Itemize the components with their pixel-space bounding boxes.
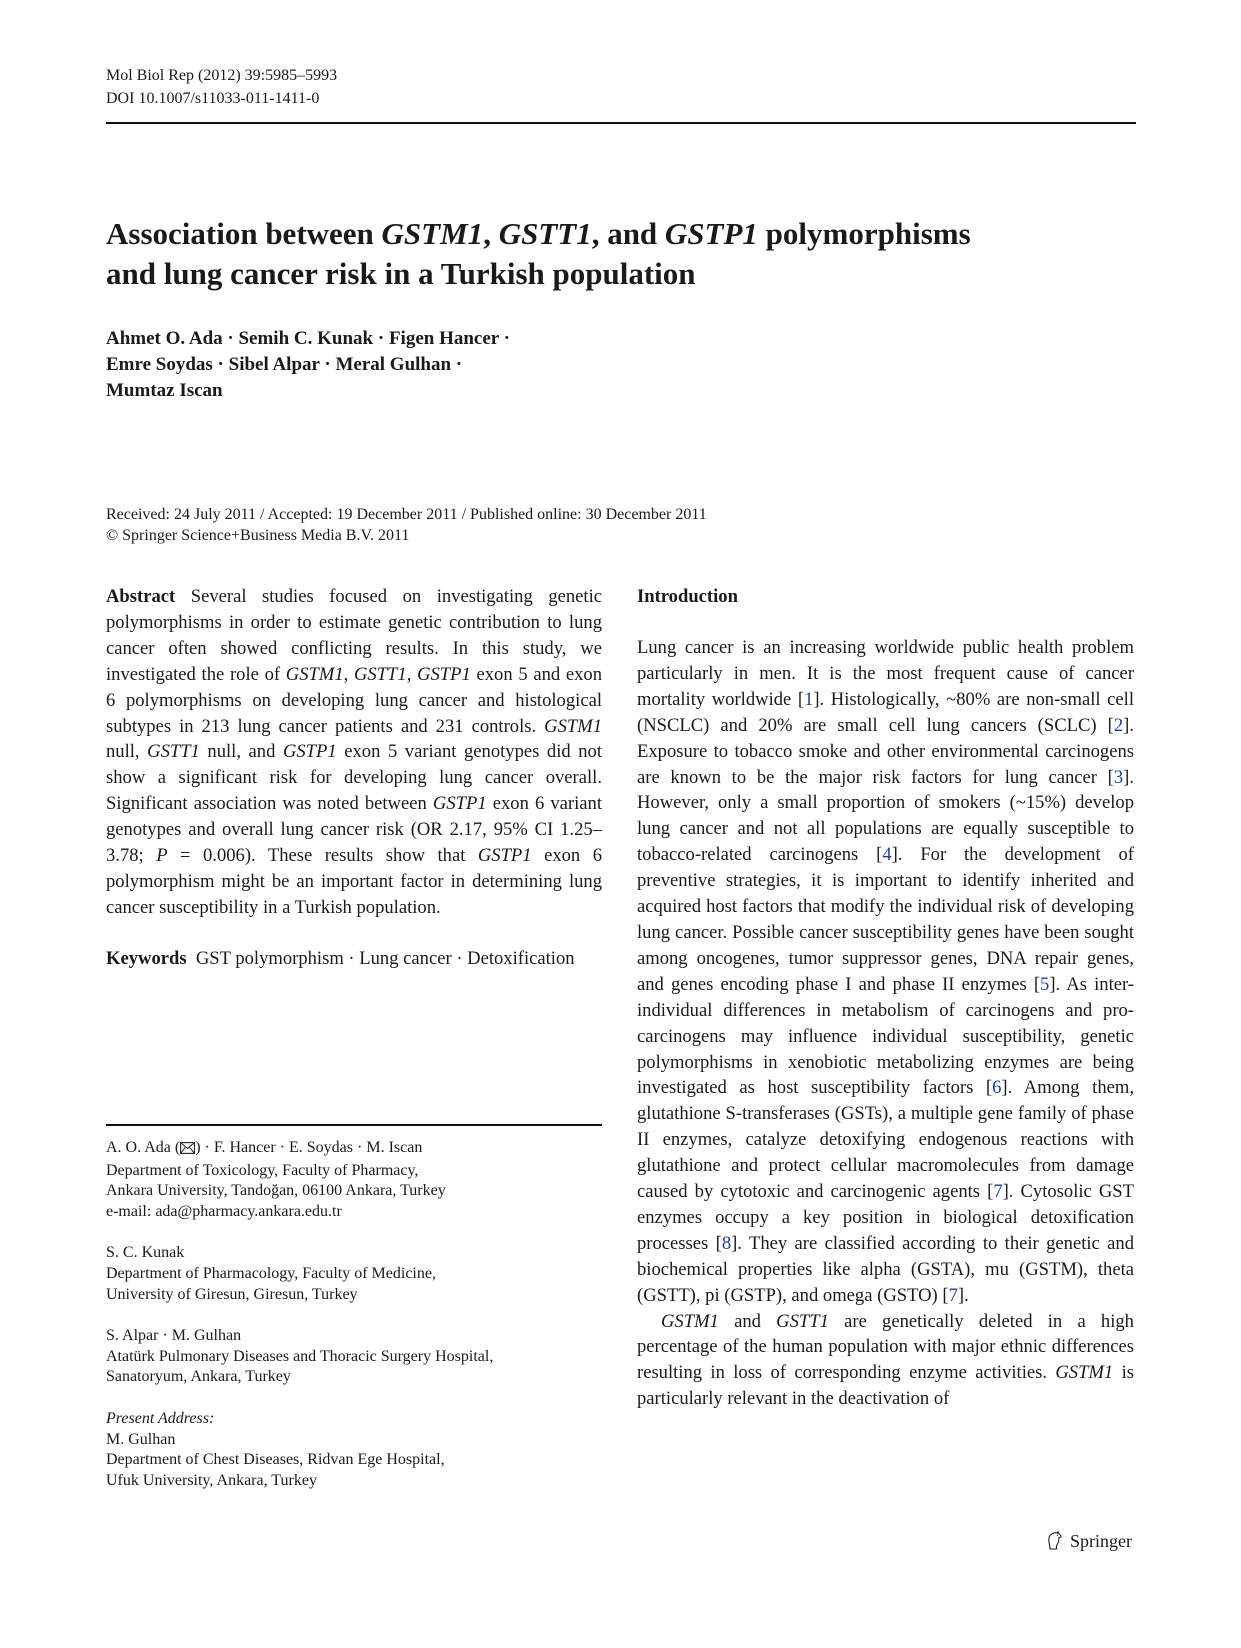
author-list: Ahmet O. Ada · Semih C. Kunak · Figen Hancer · Emre Soydas · Sibel Alpar · Meral Gulhan · Mumtaz Iscan (106, 328, 510, 401)
journal-citation: Mol Biol Rep (2012) 39:5985–5993 (106, 67, 338, 84)
header-rule (106, 122, 1136, 124)
keywords-heading: Keywords (106, 947, 187, 969)
doi: DOI 10.1007/s11033-011-1411-0 (106, 90, 320, 107)
citation-link[interactable]: 5 (1040, 973, 1050, 995)
publisher-logo (1046, 1530, 1132, 1552)
introduction-paragraph-2: GSTM1 and GSTT1 are genetically deleted in a high percentage of the human population with major ethnic differences resulting in loss of corresponding enzyme activities. GSTM1 is particularly relevant in the deactivation of (637, 1310, 1134, 1410)
copyright: © Springer Science+Business Media B.V. 2011 (106, 527, 410, 544)
citation-link[interactable]: 8 (721, 1232, 732, 1254)
springer-horse-icon (1046, 1531, 1064, 1551)
citation-link[interactable]: 6 (992, 1077, 1002, 1099)
journal-header (106, 64, 337, 110)
corresponding-email[interactable]: e-mail: ada@pharmacy.ankara.edu.tr (106, 1202, 342, 1220)
affiliations (106, 1138, 606, 1512)
article-title: Association between GSTM1, GSTT1, and GSTP1 polymorphisms and lung cancer risk in a Turkish population (106, 216, 971, 291)
abstract: Abstract Several studies focused on investigating genetic polymorphisms in order to estimate genetic contribution to lung cancer often showed conflicting results. In this study, we investigated the role of GSTM1, GSTT1, GSTP1 exon 5 and exon 6 polymorphisms on developing lung cancer and histological subtypes in 213 lung cancer patients and 231 controls. GSTM1 null, GSTT1 null, and GSTP1 exon 5 variant genotypes did not show a significant risk for developing lung cancer overall. Significant association was noted between GSTP1 exon 6 variant genotypes and overall lung cancer risk (OR 2.17, 95% CI 1.25–3.78; P = 0.006). These results show that GSTP1 exon 6 polymorphism might be an important factor in determining lung cancer susceptibility in a Turkish population. (106, 586, 603, 918)
introduction-heading: Introduction (637, 586, 738, 607)
present-address: Present Address: M. Gulhan Department of Chest Diseases, Ridvan Ege Hospital, Ufuk University, Ankara, Turkey (106, 1409, 445, 1489)
affiliation-2: S. C. Kunak Department of Pharmacology, Faculty of Medicine, University of Giresun, Giresun, Turkey (106, 1244, 436, 1303)
abstract-heading: Abstract (106, 586, 176, 607)
publication-dates: Received: 24 July 2011 / Accepted: 19 December 2011 / Published online: 30 December 2011 © Springer Science+Business Media B.V. 2011 (106, 506, 707, 544)
left-column (106, 584, 602, 972)
footnote-rule (106, 1124, 602, 1126)
citation-link[interactable]: 7 (948, 1284, 958, 1306)
citation-link[interactable]: 4 (882, 844, 892, 866)
keywords: Keywords GST polymorphism · Lung cancer · Detoxification (106, 947, 575, 969)
citation-link[interactable]: 1 (804, 688, 814, 710)
envelope-icon (180, 1140, 195, 1161)
title-line-2: and lung cancer risk in a Turkish population (106, 256, 696, 291)
citation-link[interactable]: 2 (1113, 714, 1124, 736)
affiliation-1: A. O. Ada ( ) · F. Hancer · E. Soydas · M. Iscan Department of Toxicology, Faculty of Pharmacy, Ankara University, Tandoğan, 06100 Ankara, Turkey e-mail: ada@pharmacy.ankara.edu.tr (106, 1138, 606, 1222)
publisher-name: Springer (1070, 1531, 1132, 1551)
right-column (637, 584, 1134, 1412)
introduction-paragraph-1: Lung cancer is an increasing worldwide public health problem particularly in men. It is the most frequent cause of cancer mortality worldwide [1]. Histologically, ~80% are non-small cell (NSCLC) and 20% are small cell lung cancers (SCLC) [2]. Exposure to tobacco smoke and other environmental carcinogens are known to be the major risk factors for lung cancer [3]. However, only a small proportion of smokers (~15%) develop lung cancer and not all populations are equally susceptible to tobacco-related carcinogens [4]. For the development of preventive strategies, it is important to identify inherited and acquired host factors that modify the individual risk of developing lung cancer. Possible cancer susceptibility genes have been sought among oncogenes, tumor suppressor genes, DNA repair genes, and genes encoding phase I and phase II enzymes [5]. As inter-individual differences in metabolism of carcinogens and pro-carcinogens may influence individual susceptibility, genetic polymorphisms in xenobiotic metabolizing enzymes are being investigated as host susceptibility factors [6]. Among them, glutathione S-transferases (GSTs), a multiple gene family of phase II enzymes, catalyze detoxifying endogenous reactions with glutathione and protect cellular macromolecules from damage caused by cytotoxic and carcinogenic agents [7]. Cytosolic GST enzymes occupy a key position in biological detoxification processes [8]. They are classified according to their genetic and biochemical properties like alpha (GSTA), mu (GSTM), theta (GSTT), pi (GSTP), and omega (GSTO) [7]. (637, 637, 1134, 1306)
citation-link[interactable]: 3 (1113, 766, 1124, 788)
citation-link[interactable]: 7 (993, 1181, 1003, 1203)
affiliation-3: S. Alpar · M. Gulhan Atatürk Pulmonary Diseases and Thoracic Surgery Hospital, Sanatoryum, Ankara, Turkey (106, 1327, 494, 1386)
